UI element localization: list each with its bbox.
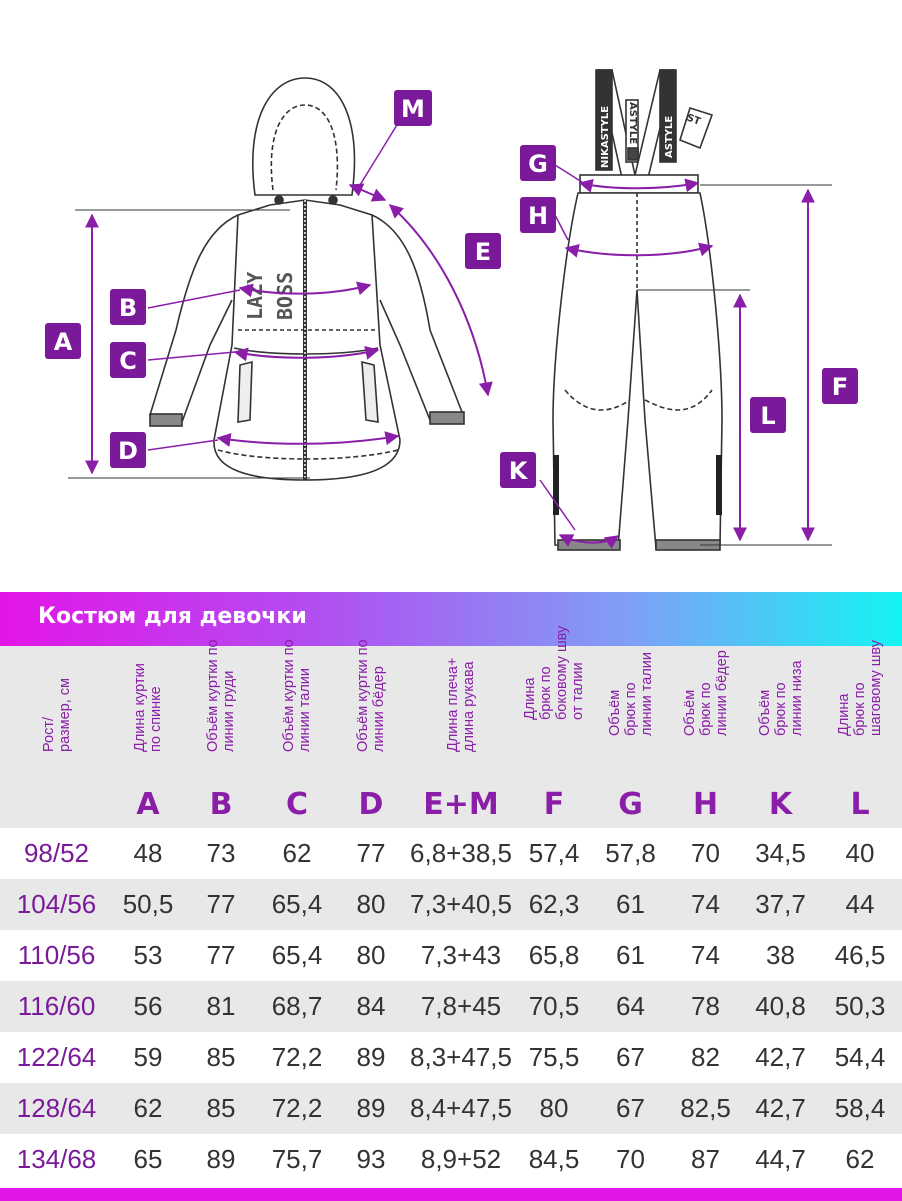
header-description: Длина брюк по боковому шву от талии	[522, 625, 586, 720]
suspender-print-1: NIKASTYLE	[600, 105, 611, 168]
value-cell: 37,7	[755, 889, 806, 919]
header-description: Объём брюк по линии низа	[756, 660, 805, 736]
size-cell: 134/68	[16, 1144, 97, 1174]
value-cell: 75,7	[271, 1144, 323, 1174]
label-badge-m	[394, 90, 432, 126]
value-cell: 50,5	[122, 889, 174, 919]
svg-text:D: D	[118, 437, 138, 465]
size-cell: 116/60	[17, 991, 96, 1021]
svg-text:B: B	[118, 294, 138, 322]
bottom-bar	[0, 1188, 902, 1201]
value-cell: 67	[616, 1093, 645, 1123]
table-row	[0, 828, 902, 879]
value-cell: 42,7	[755, 1093, 806, 1123]
value-cell: 7,3+43	[420, 940, 502, 970]
value-cell: 57,8	[605, 838, 656, 868]
label-badge-d	[110, 432, 146, 468]
value-cell: 82	[691, 1042, 720, 1072]
value-cell: 62	[845, 1144, 875, 1174]
value-cell: 61	[616, 940, 645, 970]
value-cell: 57,4	[528, 838, 580, 868]
value-cell: 74	[691, 889, 720, 919]
value-cell: 65,4	[271, 889, 323, 919]
title-banner	[0, 592, 902, 646]
label-badge-e	[465, 233, 501, 269]
value-cell: 38	[766, 940, 795, 970]
header-col-9	[743, 646, 818, 828]
value-cell: 59	[133, 1042, 163, 1072]
value-cell: 56	[133, 991, 163, 1021]
label-badge-l	[750, 397, 786, 433]
value-cell: 44	[845, 889, 875, 919]
header-description: Объём брюк по линии талии	[606, 652, 655, 736]
value-cell: 46,5	[834, 940, 886, 970]
header-col-6	[515, 625, 593, 828]
table-row	[0, 879, 902, 930]
svg-text:A: A	[53, 328, 73, 356]
value-cell: 62,3	[528, 889, 580, 919]
header-col-4	[335, 639, 407, 828]
value-cell: 65,4	[271, 940, 323, 970]
header-description: Объём куртки по линии талии	[281, 639, 313, 752]
svg-text:F: F	[831, 373, 849, 401]
header-description: Длина брюк по шаговому шву	[836, 639, 884, 736]
label-badge-g	[520, 145, 556, 181]
banner-title: Костюм для девочки	[38, 604, 307, 629]
value-cell: 7,8+45	[420, 991, 502, 1021]
value-cell: 34,5	[755, 838, 806, 868]
size-cell: 122/64	[16, 1042, 97, 1072]
header-letter: E+M	[423, 787, 499, 822]
size-diagram	[0, 0, 902, 590]
value-cell: 7,3+40,5	[410, 889, 512, 919]
jacket-illustration	[150, 78, 464, 480]
table-row	[0, 981, 902, 1032]
header-col-8	[668, 646, 743, 828]
label-badge-a	[45, 323, 81, 359]
header-letter: C	[285, 787, 309, 822]
value-cell: 61	[616, 889, 645, 919]
header-letter: K	[768, 787, 793, 822]
svg-text:M: M	[401, 95, 425, 123]
suspender-print-4: ST	[684, 112, 702, 128]
header-description: Длина плеча+ длина рукава	[445, 657, 477, 752]
header-letter: G	[618, 787, 643, 822]
suspender-print-3: ASTYLE	[627, 102, 638, 145]
value-cell: 82,5	[680, 1093, 731, 1123]
value-cell: 48	[133, 838, 163, 868]
value-cell: 89	[356, 1042, 386, 1072]
value-cell: 70,5	[528, 991, 580, 1021]
value-cell: 6,8+38,5	[410, 838, 512, 868]
value-cell: 8,4+47,5	[410, 1093, 512, 1123]
header-letter: L	[850, 787, 870, 822]
value-cell: 73	[206, 838, 236, 868]
value-cell: 40,8	[755, 991, 806, 1021]
value-cell: 77	[206, 889, 236, 919]
value-cell: 50,3	[834, 991, 886, 1021]
value-cell: 68,7	[271, 991, 323, 1021]
header-description: Объём куртки по линии бёдер	[355, 639, 387, 752]
value-cell: 65	[133, 1144, 163, 1174]
value-cell: 8,9+52	[420, 1144, 502, 1174]
table-row	[0, 1134, 902, 1185]
value-cell: 64	[616, 991, 645, 1021]
value-cell: 58,4	[834, 1093, 886, 1123]
header-description: Рост/ размер, см	[40, 678, 73, 752]
header-letter: H	[692, 787, 719, 822]
size-cell: 128/64	[16, 1093, 97, 1123]
value-cell: 62	[133, 1093, 163, 1123]
size-cell: 110/56	[17, 940, 96, 970]
value-cell: 77	[206, 940, 236, 970]
table-row	[0, 1083, 902, 1134]
svg-text:E: E	[474, 238, 492, 266]
header-letter: F	[543, 787, 565, 822]
value-cell: 87	[691, 1144, 720, 1174]
table-row	[0, 1032, 902, 1083]
header-col-10	[818, 639, 902, 828]
header-letter: A	[136, 787, 160, 822]
header-col-7	[593, 646, 668, 828]
size-table	[0, 828, 902, 1185]
value-cell: 85	[206, 1093, 236, 1123]
size-cell: 98/52	[23, 838, 90, 868]
value-cell: 80	[356, 940, 386, 970]
value-cell: 53	[133, 940, 163, 970]
value-cell: 40	[845, 838, 875, 868]
value-cell: 8,3+47,5	[410, 1042, 512, 1072]
value-cell: 78	[691, 991, 720, 1021]
value-cell: 70	[691, 838, 720, 868]
value-cell: 80	[356, 889, 386, 919]
svg-text:C: C	[119, 347, 137, 375]
value-cell: 67	[616, 1042, 645, 1072]
label-badge-f	[822, 368, 858, 404]
header-col-0	[0, 646, 113, 828]
value-cell: 77	[356, 838, 386, 868]
jacket-print-line-2: BOSS	[273, 271, 297, 320]
header-letter: D	[358, 787, 384, 822]
svg-text:G: G	[528, 150, 548, 178]
svg-text:K: K	[508, 457, 528, 485]
value-cell: 75,5	[528, 1042, 580, 1072]
value-cell: 84,5	[528, 1144, 580, 1174]
value-cell: 80	[539, 1093, 569, 1123]
value-cell: 72,2	[271, 1042, 323, 1072]
value-cell: 84	[356, 991, 386, 1021]
header-letter: B	[209, 787, 233, 822]
header-col-1	[113, 646, 183, 828]
table-row	[0, 930, 902, 981]
header-col-2	[183, 639, 259, 828]
value-cell: 42,7	[755, 1042, 806, 1072]
header-col-3	[259, 639, 335, 828]
value-cell: 89	[356, 1093, 386, 1123]
size-cell: 104/56	[16, 889, 97, 919]
svg-text:L: L	[760, 402, 776, 430]
value-cell: 65,8	[528, 940, 580, 970]
label-badge-b	[110, 289, 146, 325]
svg-text:H: H	[527, 202, 549, 230]
value-cell: 81	[206, 991, 236, 1021]
suspender-print-2: ASTYLE	[664, 115, 675, 158]
value-cell: 89	[206, 1144, 236, 1174]
header-description: Объём куртки по линии груди	[205, 639, 237, 752]
value-cell: 44,7	[755, 1144, 806, 1174]
header-col-5	[407, 646, 515, 828]
value-cell: 74	[691, 940, 720, 970]
value-cell: 62	[282, 838, 312, 868]
label-badge-k	[500, 452, 536, 488]
value-cell: 93	[356, 1144, 386, 1174]
header-description: Объём брюк по линии бёдер	[681, 650, 730, 736]
value-cell: 72,2	[271, 1093, 323, 1123]
jacket-print-line-1: LAZY	[243, 271, 267, 320]
label-badge-h	[520, 197, 556, 233]
value-cell: 85	[206, 1042, 236, 1072]
table-header	[0, 625, 902, 828]
label-badge-c	[110, 342, 146, 378]
value-cell: 54,4	[834, 1042, 886, 1072]
header-description: Длина куртки по спинке	[132, 663, 164, 752]
value-cell: 70	[616, 1144, 645, 1174]
